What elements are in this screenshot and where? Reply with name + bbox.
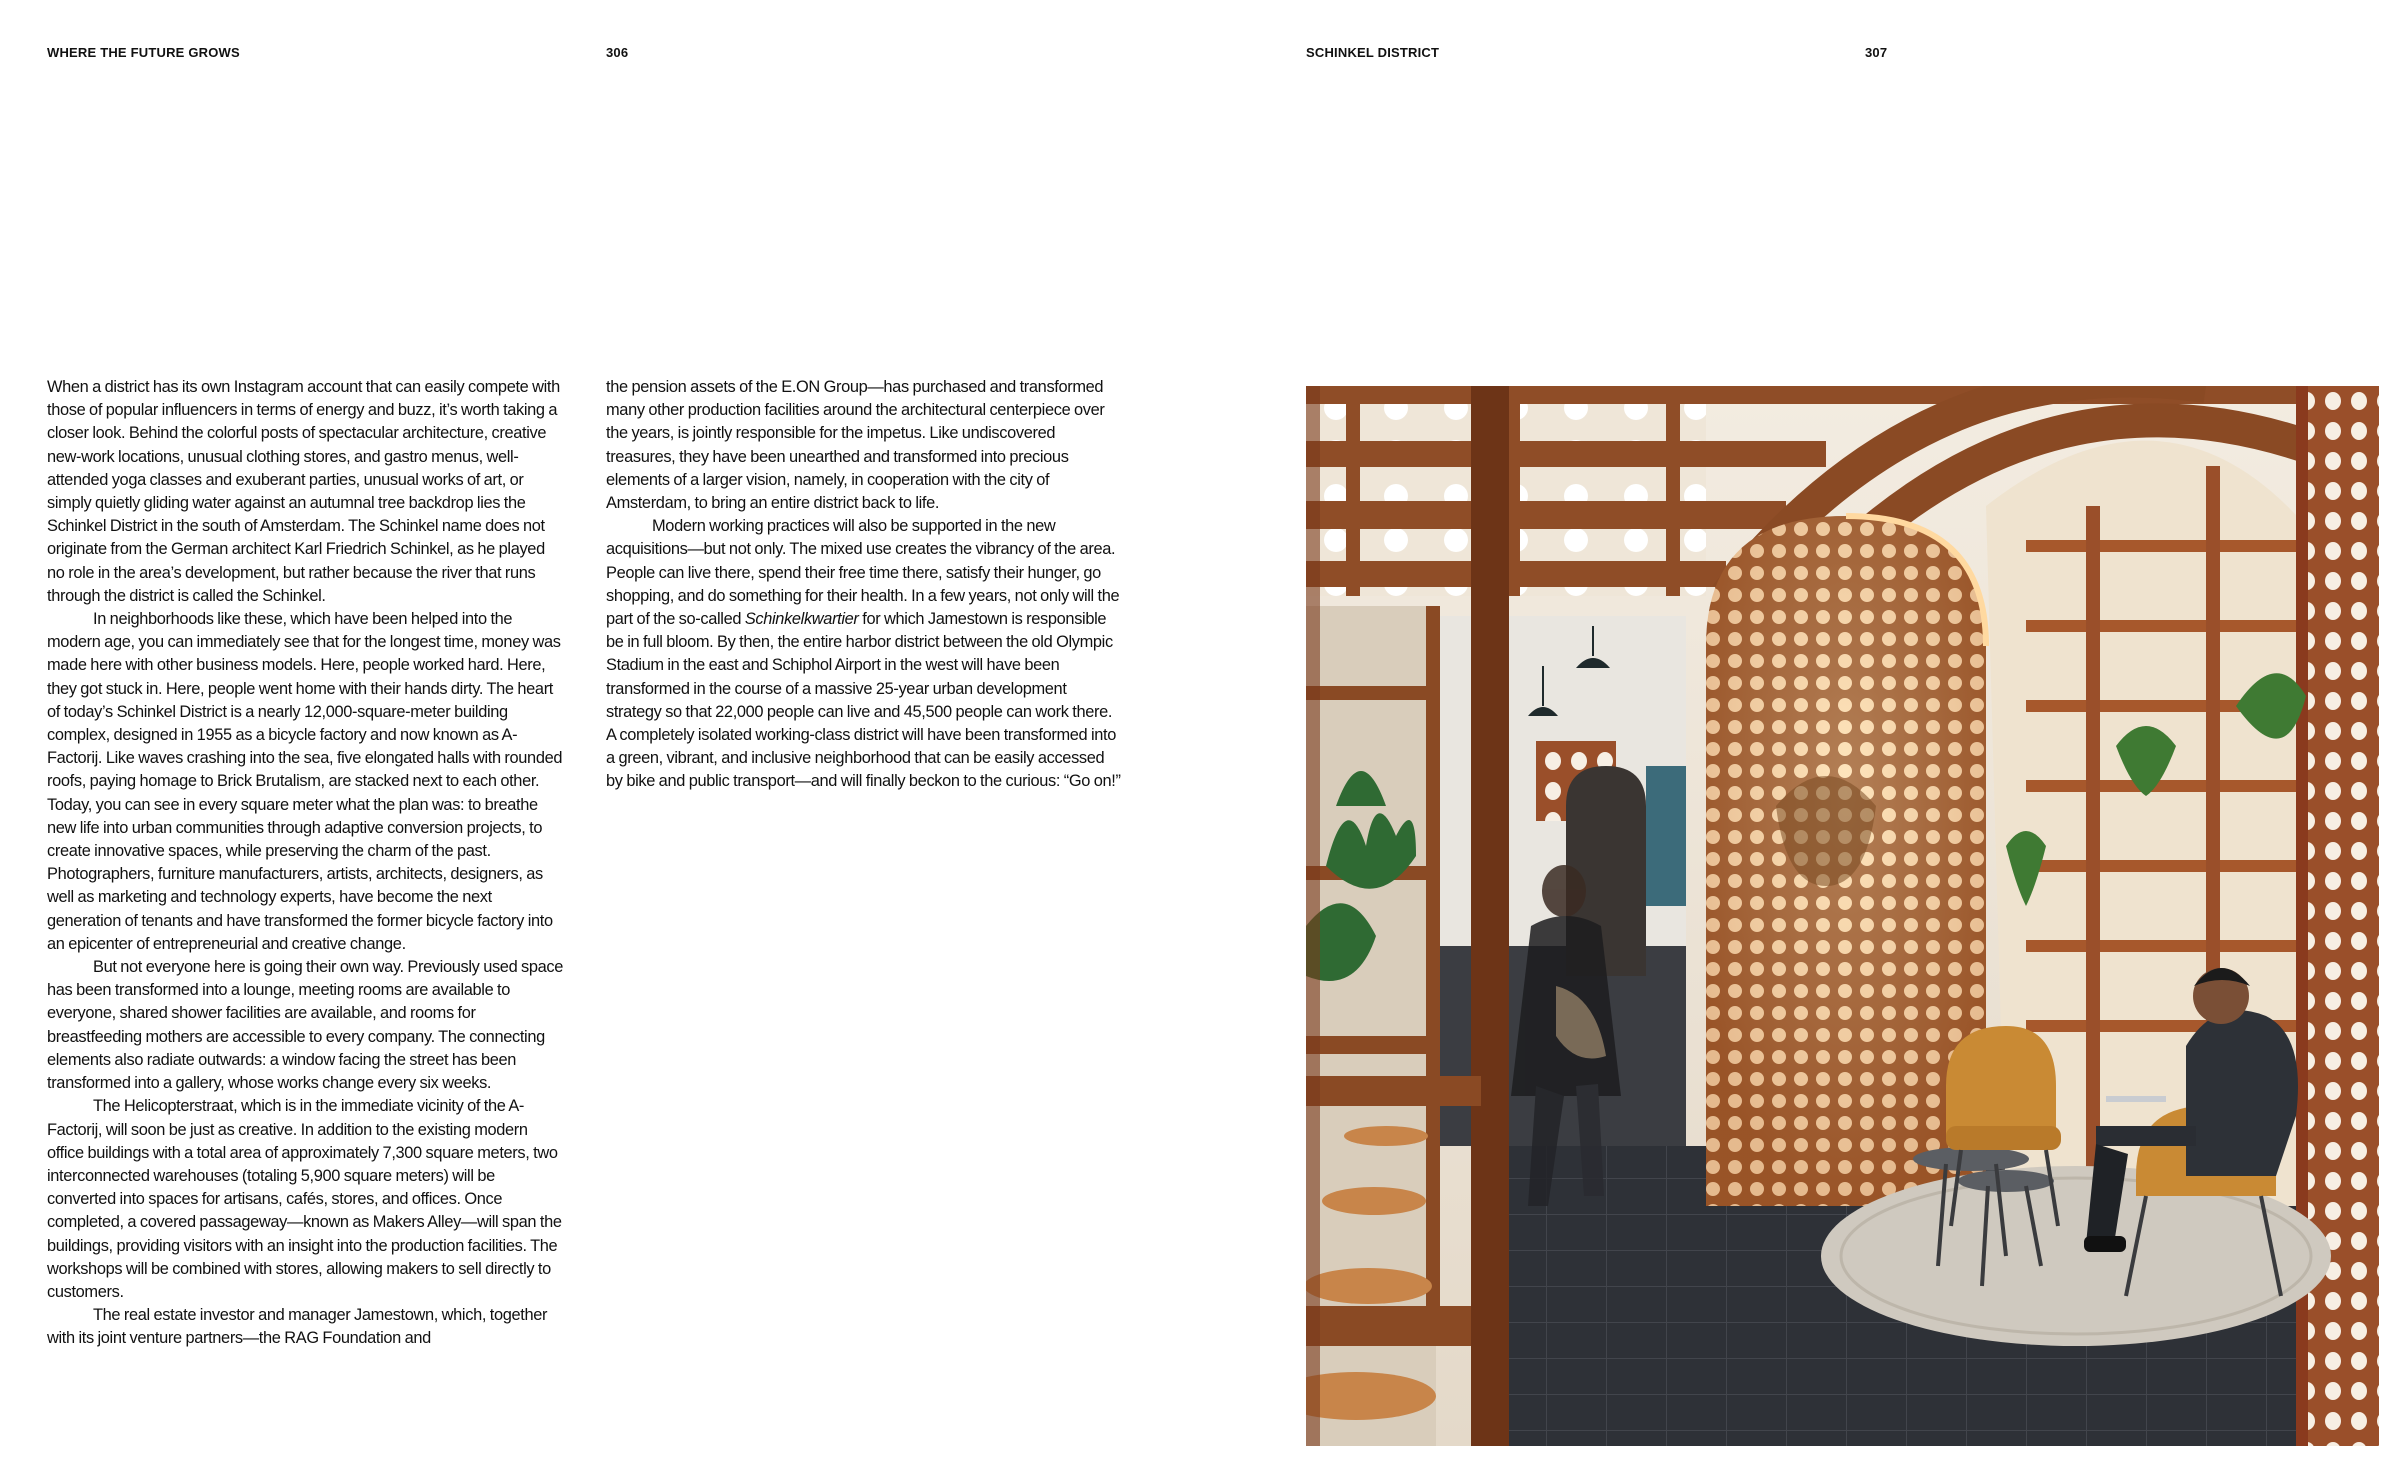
paragraph bbox=[606, 515, 1124, 793]
body-column-1 bbox=[47, 376, 565, 1351]
paragraph: In neighborhoods like these, which have been helped into the modern age, you can immediately see that for the longest time, money was made here with other business models. Here, people worked hard. Here, they got stuck in. Here, people went home with their hands dirty. The heart of today’s Schinkel District is a nearly 12,000-square-meter building complex, designed in 1955 as a bicycle factory and now known as A-Factorij. Like waves crashing into the sea, five elongated halls with rounded roofs, paying homage to Brick Brutalism, are stacked next to each other. Today, you can see in every square meter what the plan was: to breathe new life into urban communities through adaptive conversion projects, to create innovative spaces, while preserving the charm of the past. Photographers, furniture manufacturers, artists, architects, designers, as well as marketing and technology experts, have become the next generation of tenants and have transformed the former bicycle factory into an epicenter of entrepreneurial and creative change. bbox=[47, 610, 563, 953]
running-head-right: SCHINKEL DISTRICT bbox=[1306, 45, 1440, 60]
text-run: Modern working practices will also be supported in the new acquisitions—but not only. The mixed use creates the vibrancy of the area. People can live there, spend their free time there, satisfy their hunger, go shopping, and do something for their health. In a few years, not only will the part of the so-called bbox=[606, 517, 1120, 629]
page-number-left: 306 bbox=[606, 45, 629, 60]
body-column-2 bbox=[606, 376, 1124, 794]
paragraph: But not everyone here is going their own way. Previously used space has been transformed into a lounge, meeting rooms are available to everyone, shared shower facilities are available, and rooms for breastfeeding mothers are accessible to every company. The connecting elements also radiate outwards: a window facing the street has been transformed into a gallery, whose works change every six weeks. bbox=[47, 958, 564, 1093]
paragraph: The real estate investor and manager Jamestown, which, together with its joint venture partners—the RAG Foundation and bbox=[47, 1306, 548, 1348]
running-head-left: WHERE THE FUTURE GROWS bbox=[47, 45, 240, 60]
paragraph: the pension assets of the E.ON Group—has purchased and transformed many other production facilities around the architectural centerpiece over the years, is jointly responsible for the impetus. Like undiscovered treasures, they have been unearthed and transformed into precious elements of a larger vision, namely, in cooperation with the city of Amsterdam, to bring an entire district back to life. bbox=[606, 378, 1105, 513]
interior-photo bbox=[1306, 386, 2379, 1446]
page-number-right: 307 bbox=[1865, 45, 1888, 60]
paragraph: When a district has its own Instagram account that can easily compete with those of popular influencers in terms of energy and buzz, it’s worth taking a closer look. Behind the colorful posts of spectacular architecture, creative new-work locations, unusual clothing stores, and gastro menus, well-attended yoga classes and exuberant parties, unusual works of art, or simply quietly gliding water against an autumnal tree backdrop lies the Schinkel District in the south of Amsterdam. The Schinkel name does not originate from the German architect Karl Friedrich Schinkel, as he played no role in the area’s development, but rather because the river that runs through the district is called the Schinkel. bbox=[47, 378, 560, 605]
paragraph: The Helicopterstraat, which is in the immediate vicinity of the A-Factorij, will soon be just as creative. In addition to the existing modern office buildings with a total area of approximately 7,300 square meters, two interconnected warehouses (totaling 5,900 square meters) will be converted into spaces for artisans, cafés, stores, and offices. Once completed, a covered passageway—known as Makers Alley—will span the buildings, providing visitors with an insight into the production facilities. The workshops will be combined with stores, allowing makers to sell directly to customers. bbox=[47, 1097, 562, 1301]
text-run: for which Jamestown is responsible be in full bloom. By then, the entire harbor district between the old Olympic Stadium in the east and Schiphol Airport in the west will have been transformed in the course of a massive 25-year urban development strategy so that 22,000 people can live and 45,500 people can work there. A completely isolated working-class district will have been transformed into a green, vibrant, and inclusive neighborhood that can be easily accessed by bike and public transport—and will finally beckon to the curious: “Go on!” bbox=[606, 610, 1121, 791]
italic-term: Schinkelkwartier bbox=[744, 610, 859, 629]
